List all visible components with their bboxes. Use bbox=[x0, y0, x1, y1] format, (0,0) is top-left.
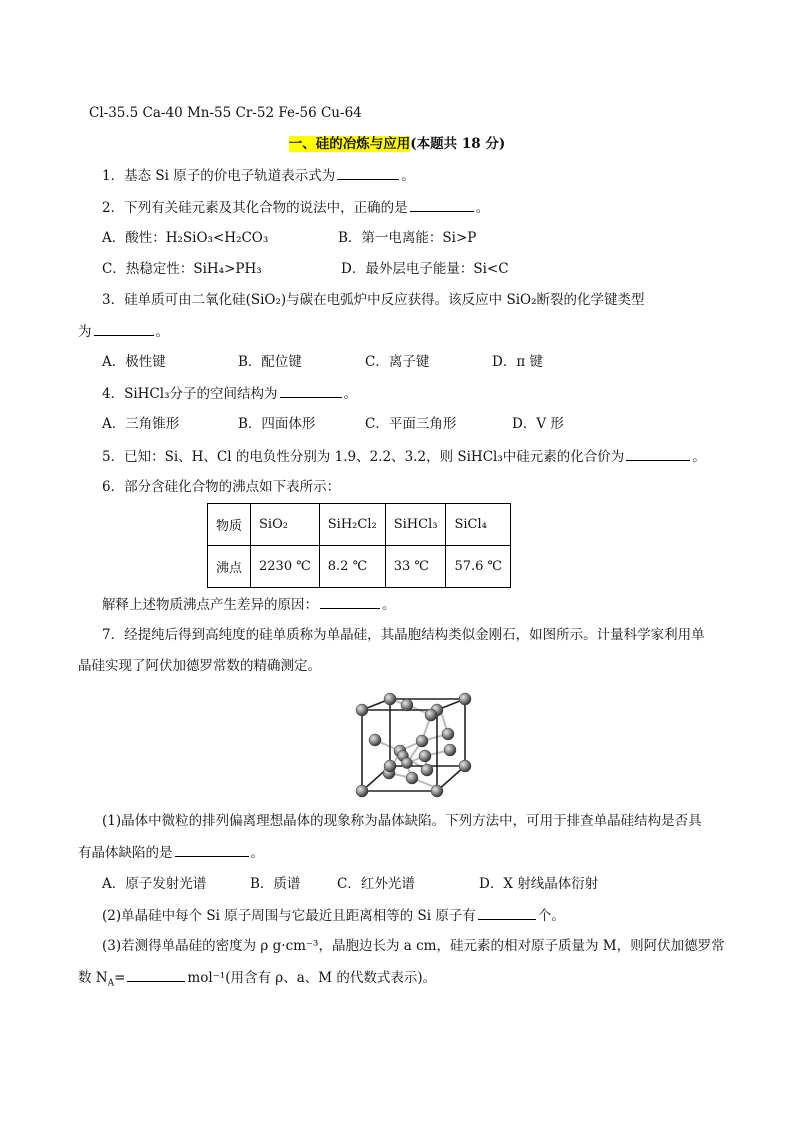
q1-end: 。 bbox=[401, 168, 415, 184]
answer-blank[interactable] bbox=[337, 165, 399, 180]
question-1 bbox=[102, 165, 415, 186]
q2-text: 2．下列有关硅元素及其化合物的说法中，正确的是 bbox=[102, 200, 408, 216]
q2-end: 。 bbox=[475, 200, 490, 216]
option-c[interactable]: C．红外光谱 bbox=[337, 876, 415, 892]
question-6: 6．部分含硅化合物的沸点如下表所示： bbox=[102, 479, 341, 495]
answer-blank[interactable] bbox=[320, 594, 380, 609]
table-cell: 物质 bbox=[208, 504, 251, 546]
section-title-score: (本题共 18 分) bbox=[410, 136, 506, 152]
option-d[interactable]: D．V 形 bbox=[512, 416, 564, 432]
answer-blank[interactable] bbox=[280, 383, 342, 398]
q5-end: 。 bbox=[692, 449, 706, 465]
question-7-line1: 7．经提纯后得到高纯度的硅单质称为单晶硅，其晶胞结构类似金刚石，如图所示。计量科学家利用单 bbox=[102, 627, 705, 643]
option-a[interactable]: A．三角锥形 bbox=[102, 416, 180, 432]
q7-part1-line1: (1)晶体中微粒的排列偏离理想晶体的现象称为晶体缺陷。下列方法中，可用于排查单晶硅结构是否具 bbox=[102, 813, 702, 829]
q6-explain-text: 解释上述物质沸点产生差异的原因： bbox=[102, 597, 318, 613]
option-d[interactable]: D．最外层电子能量：Si<C bbox=[341, 261, 509, 277]
q7-p3-unit: mol⁻¹ bbox=[187, 970, 226, 986]
table-cell: 沸点 bbox=[208, 546, 251, 588]
boiling-point-table bbox=[207, 503, 511, 588]
q3-options bbox=[102, 352, 543, 372]
q7-part1-line2 bbox=[78, 842, 264, 863]
answer-blank[interactable] bbox=[127, 967, 185, 982]
question-4 bbox=[102, 383, 357, 404]
answer-blank[interactable] bbox=[94, 321, 154, 336]
q4-options bbox=[102, 414, 564, 434]
option-a[interactable]: A．酸性：H₂SiO₃<H₂CO₃ bbox=[102, 230, 269, 246]
answer-blank[interactable] bbox=[626, 446, 690, 461]
q7-part2 bbox=[102, 905, 565, 926]
answer-blank[interactable] bbox=[410, 197, 474, 212]
q7-p3-pre: 数 N bbox=[78, 970, 108, 986]
q6-explain bbox=[102, 594, 396, 615]
q7-options bbox=[102, 874, 598, 894]
question-5 bbox=[102, 446, 706, 467]
section-title bbox=[0, 134, 794, 154]
table-cell: SiH₂Cl₂ bbox=[319, 504, 385, 546]
q7-part3-line2 bbox=[78, 967, 436, 988]
option-b[interactable]: B．配位键 bbox=[238, 354, 302, 370]
answer-blank[interactable] bbox=[478, 905, 536, 920]
q2-options-ab bbox=[102, 228, 476, 248]
option-c[interactable]: C．平面三角形 bbox=[365, 416, 457, 432]
option-b[interactable]: B．四面体形 bbox=[238, 416, 316, 432]
q3-end: 。 bbox=[155, 324, 169, 340]
table-cell: SiHCl₃ bbox=[385, 504, 446, 546]
question-3-line1: 3．硅单质可由二氧化硅(SiO₂)与碳在电弧炉中反应获得。该反应中 SiO₂断裂的化学键类型 bbox=[102, 292, 645, 308]
silicon-crystal-cell-figure bbox=[348, 688, 478, 803]
option-b[interactable]: B．第一电离能：Si>P bbox=[338, 230, 477, 246]
table-cell: 57.6 ℃ bbox=[446, 546, 511, 588]
q7-p3-end: (用含有 ρ、a、M 的代数式表示)。 bbox=[225, 970, 437, 986]
q5-text: 5．已知：Si、H、Cl 的电负性分别为 1.9、2.2、3.2，则 SiHCl₃中硅元素的化合价为 bbox=[102, 449, 625, 465]
q7-part3-line1: (3)若测得单晶硅的密度为 ρ g·cm⁻³，晶胞边长为 a cm，硅元素的相对原子质量为 M，则阿伏加德罗常 bbox=[102, 938, 725, 954]
answer-blank[interactable] bbox=[175, 842, 249, 857]
q2-options-cd bbox=[102, 259, 509, 279]
option-a[interactable]: A．极性键 bbox=[102, 354, 166, 370]
option-a[interactable]: A．原子发射光谱 bbox=[102, 876, 207, 892]
option-b[interactable]: B．质谱 bbox=[250, 876, 301, 892]
option-c[interactable]: C．热稳定性：SiH₄>PH₃ bbox=[102, 261, 262, 277]
option-d[interactable]: D．π 键 bbox=[492, 354, 543, 370]
q7-p2-text: (2)单晶硅中每个 Si 原子周围与它最近且距离相等的 Si 原子有 bbox=[102, 908, 476, 924]
q3-text2: 为 bbox=[78, 324, 92, 340]
atomic-masses: Cl-35.5 Ca-40 Mn-55 Cr-52 Fe-56 Cu-64 bbox=[89, 105, 362, 121]
option-d[interactable]: D．X 射线晶体衍射 bbox=[479, 876, 599, 892]
option-c[interactable]: C．离子键 bbox=[365, 354, 430, 370]
table-row bbox=[208, 546, 511, 588]
table-cell: SiO₂ bbox=[251, 504, 320, 546]
q7-p2-end: 个。 bbox=[537, 908, 565, 924]
section-title-highlight: 一、硅的冶炼与应用 bbox=[288, 136, 411, 152]
question-7-line2: 晶硅实现了阿伏加德罗常数的精确测定。 bbox=[78, 658, 321, 674]
question-2 bbox=[102, 197, 489, 218]
q1-text: 1．基态 Si 原子的价电子轨道表示式为 bbox=[102, 168, 336, 184]
table-cell: SiCl₄ bbox=[446, 504, 511, 546]
q7-p1-end: 。 bbox=[250, 845, 264, 861]
q4-text: 4．SiHCl₃分子的空间结构为 bbox=[102, 386, 278, 402]
q7-p3-eq: = bbox=[114, 970, 126, 986]
q7-p1-text: 有晶体缺陷的是 bbox=[78, 845, 173, 861]
table-cell: 8.2 ℃ bbox=[319, 546, 385, 588]
question-3-line2 bbox=[78, 321, 169, 342]
q4-end: 。 bbox=[343, 386, 357, 402]
q6-end: 。 bbox=[382, 597, 396, 613]
q7-p3-sub: A bbox=[107, 978, 115, 989]
table-row bbox=[208, 504, 511, 546]
table-cell: 2230 ℃ bbox=[251, 546, 320, 588]
table-cell: 33 ℃ bbox=[385, 546, 446, 588]
